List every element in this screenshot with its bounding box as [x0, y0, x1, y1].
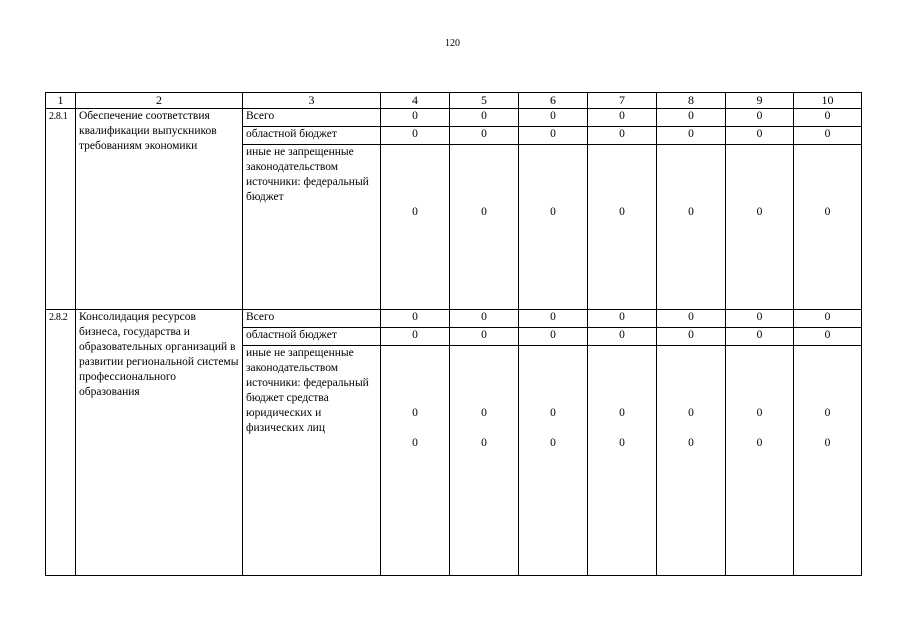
value-cell: 0 0: [450, 346, 519, 576]
value-cell: 0: [519, 145, 588, 310]
header-cell: 5: [450, 93, 519, 109]
source-label: Всего: [243, 109, 381, 127]
value-cell: 0: [381, 127, 450, 145]
value-cell: 0: [588, 145, 657, 310]
source-label: областной бюджет: [243, 328, 381, 346]
value-cell: 0: [657, 145, 726, 310]
page-number: 120: [445, 38, 460, 49]
table-row: [46, 109, 862, 127]
header-cell: 1: [46, 93, 76, 109]
source-label: иные не запрещенные законодательством источники: федеральный бюджет средства юридических и физических лиц: [243, 346, 381, 576]
table-header-row: [46, 93, 862, 109]
header-cell: 7: [588, 93, 657, 109]
header-cell: 4: [381, 93, 450, 109]
value-cell: 0 0: [381, 346, 450, 576]
value-cell: 0: [794, 328, 862, 346]
value-cell: 0: [794, 127, 862, 145]
source-label: Всего: [243, 310, 381, 328]
budget-table: [45, 92, 862, 576]
value-cell: 0: [519, 109, 588, 127]
value-cell: 0 0: [519, 346, 588, 576]
value-cell: 0: [450, 127, 519, 145]
value-cell: 0 0: [794, 346, 862, 576]
value-cell: 0: [726, 328, 794, 346]
value-cell: 0 0: [726, 346, 794, 576]
value-cell: 0: [726, 109, 794, 127]
row-name: Консолидация ресурсов бизнеса, государства и образовательных организаций в развитии региональной системы профессионального образования: [76, 310, 243, 576]
value-cell: 0: [381, 310, 450, 328]
value-cell: 0: [794, 109, 862, 127]
value-cell: 0 0: [657, 346, 726, 576]
value-cell: 0: [381, 145, 450, 310]
header-cell: 2: [76, 93, 243, 109]
header-cell: 9: [726, 93, 794, 109]
value-cell: 0: [519, 310, 588, 328]
value-cell: 0: [794, 310, 862, 328]
header-cell: 8: [657, 93, 726, 109]
value-cell: 0: [450, 328, 519, 346]
value-cell: 0: [381, 328, 450, 346]
row-index: 2.8.2: [46, 310, 76, 576]
value-cell: 0: [794, 145, 862, 310]
value-cell: 0: [588, 328, 657, 346]
value-cell: 0: [726, 310, 794, 328]
value-cell: 0: [450, 109, 519, 127]
value-cell: 0: [657, 127, 726, 145]
source-label: иные не запрещенные законодательством источники: федеральный бюджет: [243, 145, 381, 310]
value-cell: 0: [588, 127, 657, 145]
value-cell: 0: [657, 328, 726, 346]
value-cell: 0: [450, 310, 519, 328]
value-cell: 0: [588, 109, 657, 127]
value-cell: 0: [726, 127, 794, 145]
row-name: Обеспечение соответствия квалификации выпускников требованиям экономики: [76, 109, 243, 310]
value-cell: 0: [519, 328, 588, 346]
header-cell: 3: [243, 93, 381, 109]
header-cell: 10: [794, 93, 862, 109]
value-cell: 0: [588, 310, 657, 328]
value-cell: 0 0: [588, 346, 657, 576]
row-index: 2.8.1: [46, 109, 76, 310]
header-cell: 6: [519, 93, 588, 109]
value-cell: 0: [381, 109, 450, 127]
table-row: [46, 310, 862, 328]
source-label: областной бюджет: [243, 127, 381, 145]
value-cell: 0: [657, 109, 726, 127]
value-cell: 0: [519, 127, 588, 145]
value-cell: 0: [726, 145, 794, 310]
value-cell: 0: [657, 310, 726, 328]
value-cell: 0: [450, 145, 519, 310]
